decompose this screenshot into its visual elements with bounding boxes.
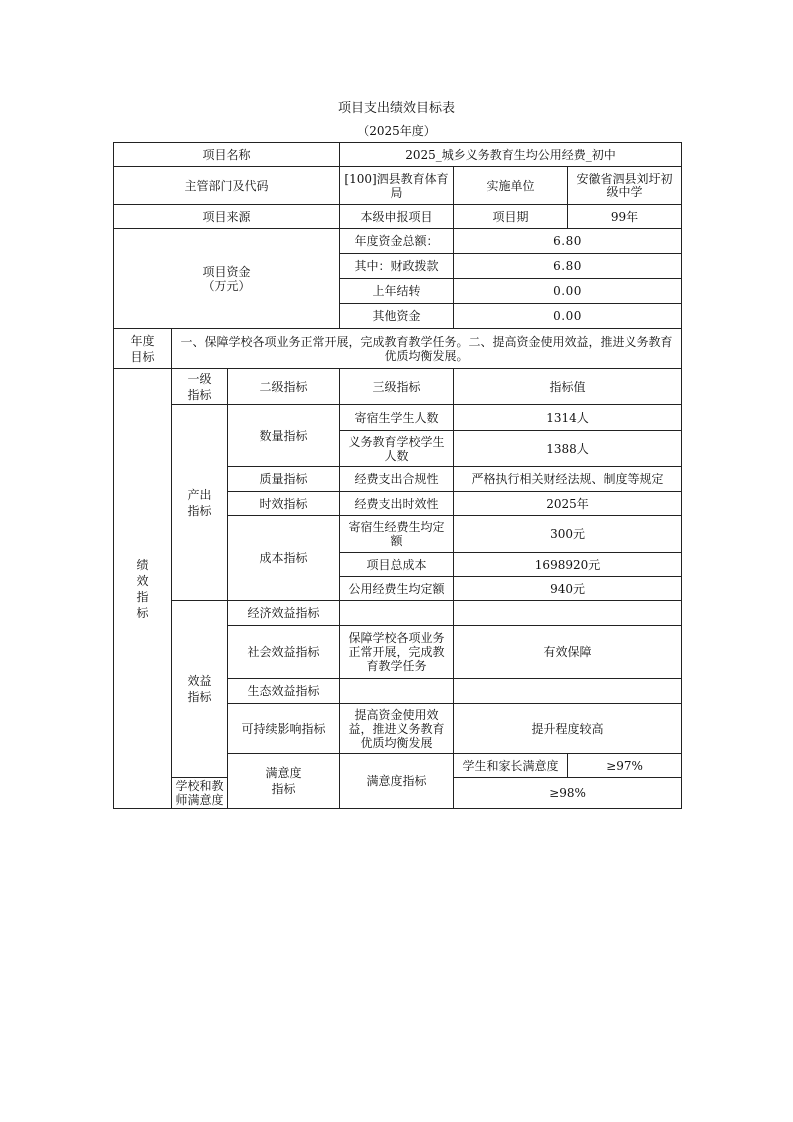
time-indicator-label: 时效指标 [228, 492, 340, 516]
benefit-indicator-text: 效益指标 [187, 674, 212, 704]
benefit-indicator-label [172, 601, 228, 778]
ecological-indicator-label: 生态效益指标 [228, 679, 340, 704]
annual-goal-value: 一、保障学校各项业务正常开展，完成教育教学任务。二、提高资金使用效益，推进义务教育优质均衡发展。 [172, 329, 682, 369]
department-value: [100]泗县教育体育局 [340, 167, 454, 205]
satisfaction-l1-text: 满意度指标 [265, 766, 302, 796]
indicator-section-label [114, 369, 172, 809]
table-row [114, 601, 682, 626]
satisfaction-l2-label: 满意度指标 [340, 754, 454, 809]
project-name-value: 2025_城乡义务教育生均公用经费_初中 [340, 143, 682, 167]
indicator-name: 经费支出合规性 [340, 467, 454, 492]
indicator-value: 940元 [454, 577, 682, 601]
source-value: 本级申报项目 [340, 205, 454, 229]
col-header-l2: 二级指标 [228, 369, 340, 405]
col-header-l3: 三级指标 [340, 369, 454, 405]
quality-indicator-label: 质量指标 [228, 467, 340, 492]
indicator-value: 1698920元 [454, 553, 682, 577]
indicator-value [454, 601, 682, 626]
indicator-name [340, 601, 454, 626]
row-source [114, 205, 682, 229]
funds-carry-value: 0.00 [454, 279, 682, 304]
indicator-name: 义务教育学校学生人数 [340, 431, 454, 467]
indicator-value: 有效保障 [454, 626, 682, 679]
indicator-name: 公用经费生均定额 [340, 577, 454, 601]
annual-goal-label-text: 年度目标 [130, 333, 155, 364]
page-subtitle-year: （2025年度） [357, 124, 436, 138]
quantity-indicator-label: 数量指标 [228, 405, 340, 467]
col-header-value: 指标值 [454, 369, 682, 405]
indicator-value: ≥97% [568, 754, 682, 778]
funds-other-label: 其他资金 [340, 304, 454, 329]
indicator-name: 学生和家长满意度 [454, 754, 568, 778]
project-name-label: 项目名称 [114, 143, 340, 167]
funds-carry-label: 上年结转 [340, 279, 454, 304]
row-project-name [114, 143, 682, 167]
row-annual-goal [114, 329, 682, 369]
indicator-value: 1314人 [454, 405, 682, 431]
implementer-value: 安徽省泗县刘圩初级中学 [568, 167, 682, 205]
indicator-value [454, 679, 682, 704]
funds-fiscal-label: 其中：财政拨款 [340, 254, 454, 279]
indicator-name: 保障学校各项业务正常开展，完成教育教学任务 [340, 626, 454, 679]
performance-table [113, 142, 682, 809]
output-indicator-text: 产出指标 [187, 487, 212, 518]
output-indicator-label [172, 405, 228, 601]
col-header-l1-text: 一级指标 [187, 371, 212, 402]
row-funds-total [114, 229, 682, 254]
funds-total-value: 6.80 [454, 229, 682, 254]
row-indicator-header [114, 369, 682, 405]
source-label: 项目来源 [114, 205, 340, 229]
indicator-name: 提高资金使用效益，推进义务教育优质均衡发展 [340, 704, 454, 754]
indicator-name [340, 679, 454, 704]
indicator-value: 严格执行相关财经法规、制度等规定 [454, 467, 682, 492]
indicator-name: 经费支出时效性 [340, 492, 454, 516]
economic-indicator-label: 经济效益指标 [228, 601, 340, 626]
indicator-value: ≥98% [454, 778, 682, 809]
indicator-name: 项目总成本 [340, 553, 454, 577]
satisfaction-l1-label [228, 754, 340, 809]
funds-fiscal-value: 6.80 [454, 254, 682, 279]
sustainable-indicator-label: 可持续影响指标 [228, 704, 340, 754]
indicator-name: 学校和教师满意度 [172, 778, 228, 809]
department-label: 主管部门及代码 [114, 167, 340, 205]
funds-label: 项目资金 （万元） [114, 229, 340, 329]
funds-other-value: 0.00 [454, 304, 682, 329]
indicator-name: 寄宿生学生人数 [340, 405, 454, 431]
row-department [114, 167, 682, 205]
table-row [114, 405, 682, 431]
cost-indicator-label: 成本指标 [228, 516, 340, 601]
indicator-section-text: 绩效指标 [136, 557, 149, 620]
implementer-label: 实施单位 [454, 167, 568, 205]
indicator-value: 2025年 [454, 492, 682, 516]
col-header-l1 [172, 369, 228, 405]
indicator-value: 300元 [454, 516, 682, 553]
indicator-value: 提升程度较高 [454, 704, 682, 754]
page-title: 项目支出绩效目标表 [337, 101, 455, 116]
funds-total-label: 年度资金总额： [340, 229, 454, 254]
period-value: 99年 [568, 205, 682, 229]
indicator-value: 1388人 [454, 431, 682, 467]
indicator-name: 寄宿生经费生均定额 [340, 516, 454, 553]
social-indicator-label: 社会效益指标 [228, 626, 340, 679]
period-label: 项目期 [454, 205, 568, 229]
annual-goal-label [114, 329, 172, 369]
